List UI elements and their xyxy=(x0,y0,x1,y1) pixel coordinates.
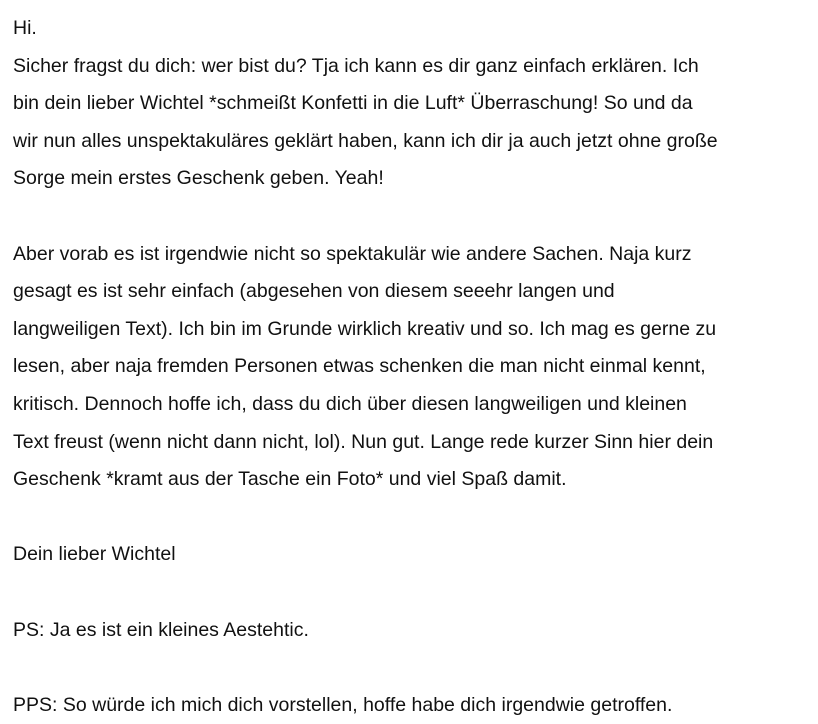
blank-line xyxy=(13,574,813,612)
blank-line xyxy=(13,198,813,236)
greeting: Hi. xyxy=(13,17,37,39)
postscript: PS: Ja es ist ein kleines Aestehtic. xyxy=(13,618,309,641)
post-postscript: PPS: So würde ich mich dich vorstellen, hoffe habe dich irgendwie getroffen. xyxy=(13,693,673,716)
signature: Dein lieber Wichtel xyxy=(13,543,176,566)
paragraph-intro: Sicher fragst du dich: wer bist du? Tja ich kann es dir ganz einfach erklären. Ich bin dein lieber Wichtel *schmeißt Konfetti in die Luft* Überraschung! So und da wir nun alles unspektakuläres geklärt haben, kann ich dir ja auch jetzt ohne große Sorge mein erstes Geschenk geben. Yeah! xyxy=(13,54,718,190)
paragraph-gift: Aber vorab es ist irgendwie nicht so spektakulär wie andere Sachen. Naja kurz gesagt es ist sehr einfach (abgesehen von diesem seeehr langen und langweiligen Text). Ich bin im Grunde wirklich kreativ und so. Ich mag es gerne zu lesen, aber naja fremden Personen etwas schenken die man nicht einmal kennt, kritisch. Dennoch hoffe ich, dass du dich über diesen langweiligen und kleinen Text freust (wenn nicht dann nicht, lol). Nun gut. Lange rede kurzer Sinn hier dein Geschenk *kramt aus der Tasche ein Foto* und viel Spaß damit. xyxy=(13,242,717,491)
blank-line xyxy=(13,499,813,537)
blank-line xyxy=(13,649,813,687)
letter-document xyxy=(13,10,813,724)
